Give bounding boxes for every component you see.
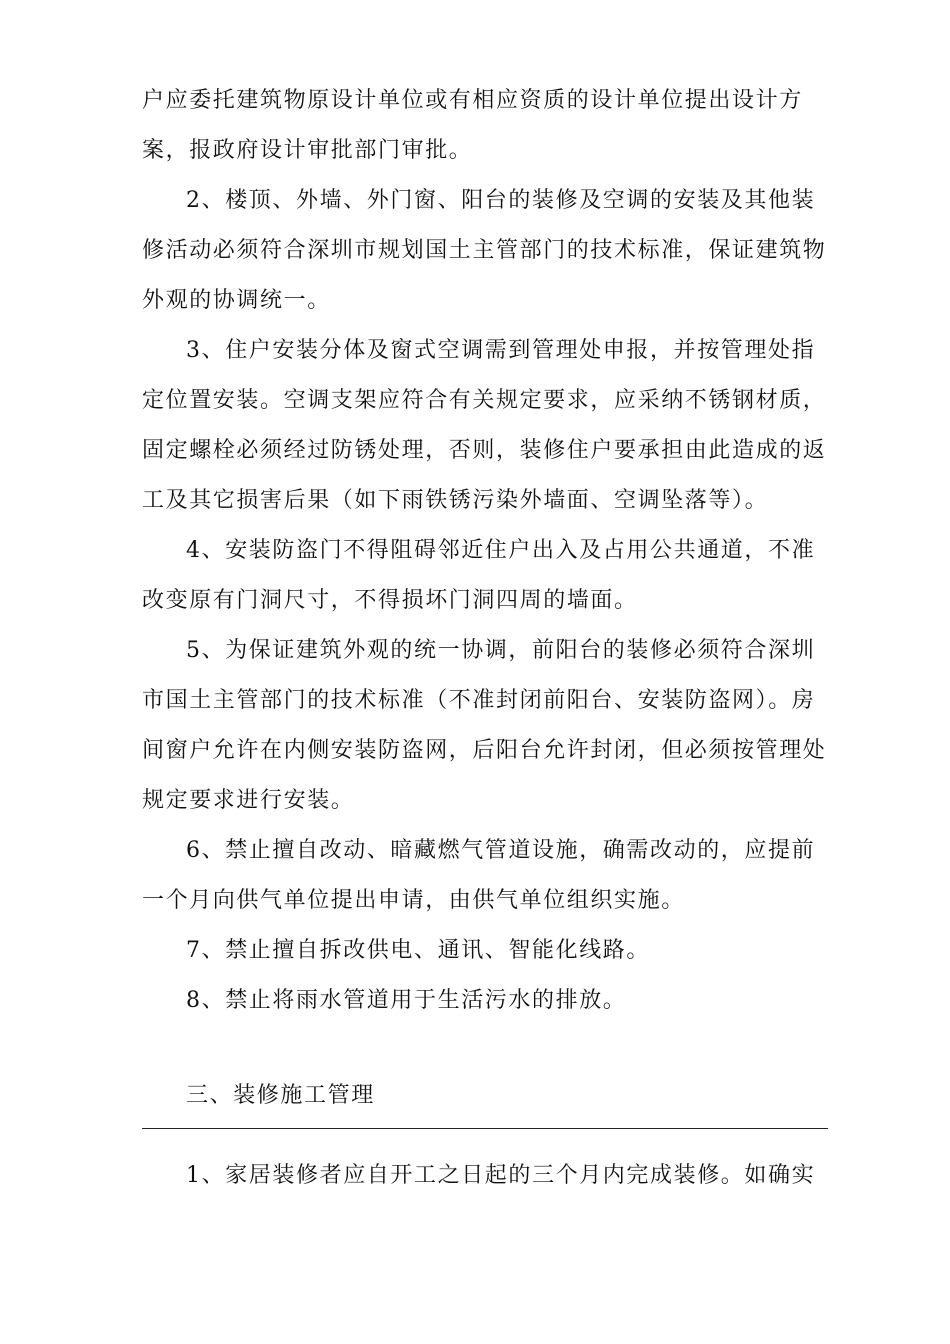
paragraph-line: 2、楼顶、外墙、外门窗、阳台的装修及空调的安装及其他装 [186, 188, 816, 213]
paragraph-line: 1、家居装修者应自开工之日起的三个月内完成装修。如确实 [186, 1163, 816, 1188]
paragraph-line: 市国土主管部门的技术标准（不准封闭前阳台、安装防盗网）。房 [142, 688, 816, 713]
paragraph-line: 改变原有门洞尺寸，不得损坏门洞四周的墙面。 [142, 588, 638, 613]
horizontal-divider [142, 1128, 828, 1129]
paragraph-line: 规定要求进行安装。 [142, 788, 355, 813]
paragraph-line: 修活动必须符合深圳市规划国土主管部门的技术标准，保证建筑物 [142, 238, 827, 263]
paragraph-line: 间窗户允许在内侧安装防盗网，后阳台允许封闭，但必须按管理处 [142, 738, 827, 763]
paragraph-line: 8、禁止将雨水管道用于生活污水的排放。 [186, 988, 627, 1013]
paragraph-line: 一个月向供气单位提出申请，由供气单位组织实施。 [142, 888, 685, 913]
paragraph-line: 4、安装防盗门不得阻碍邻近住户出入及占用公共通道，不准 [186, 538, 816, 563]
paragraph-line: 3、住户安装分体及窗式空调需到管理处申报，并按管理处指 [186, 338, 816, 363]
paragraph-line: 6、禁止擅自改动、暗藏燃气管道设施，确需改动的，应提前 [186, 838, 816, 863]
paragraph-line: 固定螺栓必须经过防锈处理，否则，装修住户要承担由此造成的返 [142, 438, 827, 463]
paragraph-line: 外观的协调统一。 [142, 288, 331, 313]
paragraph-line: 案，报政府设计审批部门审批。 [142, 138, 473, 163]
section-heading: 三、装修施工管理 [186, 1083, 375, 1108]
paragraph-line: 定位置安装。空调支架应符合有关规定要求，应采纳不锈钢材质， [142, 388, 827, 413]
paragraph-line: 5、为保证建筑外观的统一协调，前阳台的装修必须符合深圳 [186, 638, 816, 663]
paragraph-line: 工及其它损害后果（如下雨铁锈污染外墙面、空调坠落等）。 [142, 488, 769, 513]
paragraph-line: 户应委托建筑物原设计单位或有相应资质的设计单位提出设计方 [142, 88, 803, 113]
paragraph-line: 7、禁止擅自拆改供电、通讯、智能化线路。 [186, 938, 650, 963]
